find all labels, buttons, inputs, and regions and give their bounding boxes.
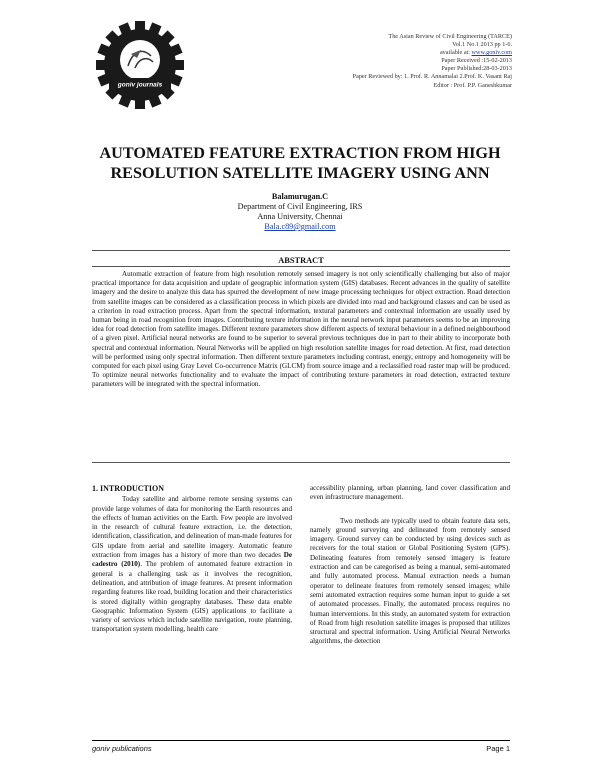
footer-rule <box>92 740 510 741</box>
abstract-top-rule <box>92 250 510 251</box>
author-department: Department of Civil Engineering, IRS <box>237 202 363 211</box>
reviewers: Paper Reviewed by: 1. Prof. R. Annamalai 2.Prof. K. Vasant Raj <box>352 73 512 81</box>
title-line-2: RESOLUTION SATELLITE IMAGERY USING ANN <box>110 164 490 182</box>
author-university: Anna University, Chennai <box>257 212 343 221</box>
publication-info <box>252 33 512 90</box>
intro-paragraph-2: Two methods are typically used to obtain feature data sets, namely ground surveying and delineated from remotely sensed imagery. Ground survey can be conducted by using devices such as receivers for the total station or Global Positioning System (GPS). Delineating features from remotely sensed imagery is feature extraction and can be categorised as being a manual, semi-automated and fully automated process. Manual extraction needs a human operator to delineate features from remotely sensed images; while semi automated extraction requires some human input to guide a set of automated processes. Finally, the automated process requires no human interventions. In this study, an automated system for extraction of Road from high resolution satellite images is proposed that utilizes structural and spectral information. Using Artificial Neural Networks algorithms, the detection <box>310 516 510 646</box>
abstract-text: Automatic extraction of feature from high resolution remotely sensed imagery is not only scientifically challenging but also of major practical importance for data acquisition and update of geographic information system (GIS) databases. Recent advances in the quality of satellite imagery and the desire to analyze this data has spurred the development of new image processing techniques for object extraction. Road detection from satellite images can be considered as a classification process in which pixels are divided into road and background classes and can be used as a criterion in road extraction process. Apart from the spectral information, textural parameters and contextual information are usually used by human being in road recognition from images. Contributing texture information in the neural network input parameters seems to be an improving idea for road detection from satellite images. Different texture parameters show different aspects of textural behaviour in a defined neighbourhood of a given pixel. Artificial neural networks are found to be superior to several previous techniques due in part to their ability to incorporate both spectral and contextual information. Neural Networks will be applied on high resolution satellite images for road detection. At first, road detection will be performed using only spectral information. Then different texture parameters including contrast, energy, entropy and homogeneity will be computed for each pixel using Gray Level Co-occurrence Matrix (GLCM) from source image and a reclassified road raster map will be produced. To optimize neural networks functionality and to evaluate the impact of contributing texture parameters in road detection, extracted texture parameters will be integrated with the spectral information. <box>92 270 510 389</box>
abstract-heading-rule <box>92 266 510 267</box>
title-line-1: AUTOMATED FEATURE EXTRACTION FROM HIGH <box>99 144 501 162</box>
intro-paragraph-1-continued: accessibility planning, urban planning, land cover classification and even infrastructure management. <box>310 484 510 502</box>
gear-icon <box>96 21 184 109</box>
citation: De cadestro (2010) <box>92 551 292 569</box>
abstract-heading: ABSTRACT <box>278 256 324 265</box>
journal-name: The Asian Review of Civil Engineering (TARCE) <box>388 33 512 40</box>
abstract-bottom-rule <box>92 462 510 463</box>
journal-website-link[interactable]: www.goniv.com <box>471 49 512 57</box>
published-date: Paper Published:28-03-2013 <box>441 65 512 73</box>
intro-paragraph-1: Today satellite and airborne remote sensing systems can provide large volumes of data for monitoring the Earth resources and the effects of human activities on the Earth. Few people are involved in the research of cultural feature extraction, i.e. the detection, identification, classification, and delineation of man-made features for GIS update from aerial and satellite imagery. Automatic feature extraction from images has a history of more than two decades De cadestro (2010). The problem of automated feature extraction in general is a challenging task as it involves the recognition, delineation, and attribution of image features. At present information regarding features like road, building location and their characteristics is stored digitally within geography databases. These data enable Geographic Information System (GIS) applications to facilitate a variety of services which include satellite navigation, route planning, transportation system modelling, health care <box>92 495 293 634</box>
section-heading-introduction: 1. INTRODUCTION <box>92 484 165 493</box>
left-column <box>92 484 292 635</box>
paper-title <box>60 143 540 183</box>
logo-text: goniv journals <box>117 81 163 89</box>
author-name: Balamurugan.C <box>271 192 329 201</box>
availability: available at: www.goniv.com <box>439 49 512 57</box>
author-email-link[interactable]: Bala.c89@gmail.com <box>264 222 336 231</box>
journal-logo <box>95 20 185 110</box>
footer-publisher: goniv publications <box>92 744 152 753</box>
editor: Editor : Prof. P.P. Ganeshkumar <box>433 81 512 89</box>
page-number: Page 1 <box>486 744 510 753</box>
right-column <box>310 484 510 647</box>
received-date: Paper Received :15-02-2013 <box>441 57 512 65</box>
volume-info: Vol.1 No.1 2013 pp 1-6. <box>452 41 512 49</box>
author-block <box>150 192 450 232</box>
